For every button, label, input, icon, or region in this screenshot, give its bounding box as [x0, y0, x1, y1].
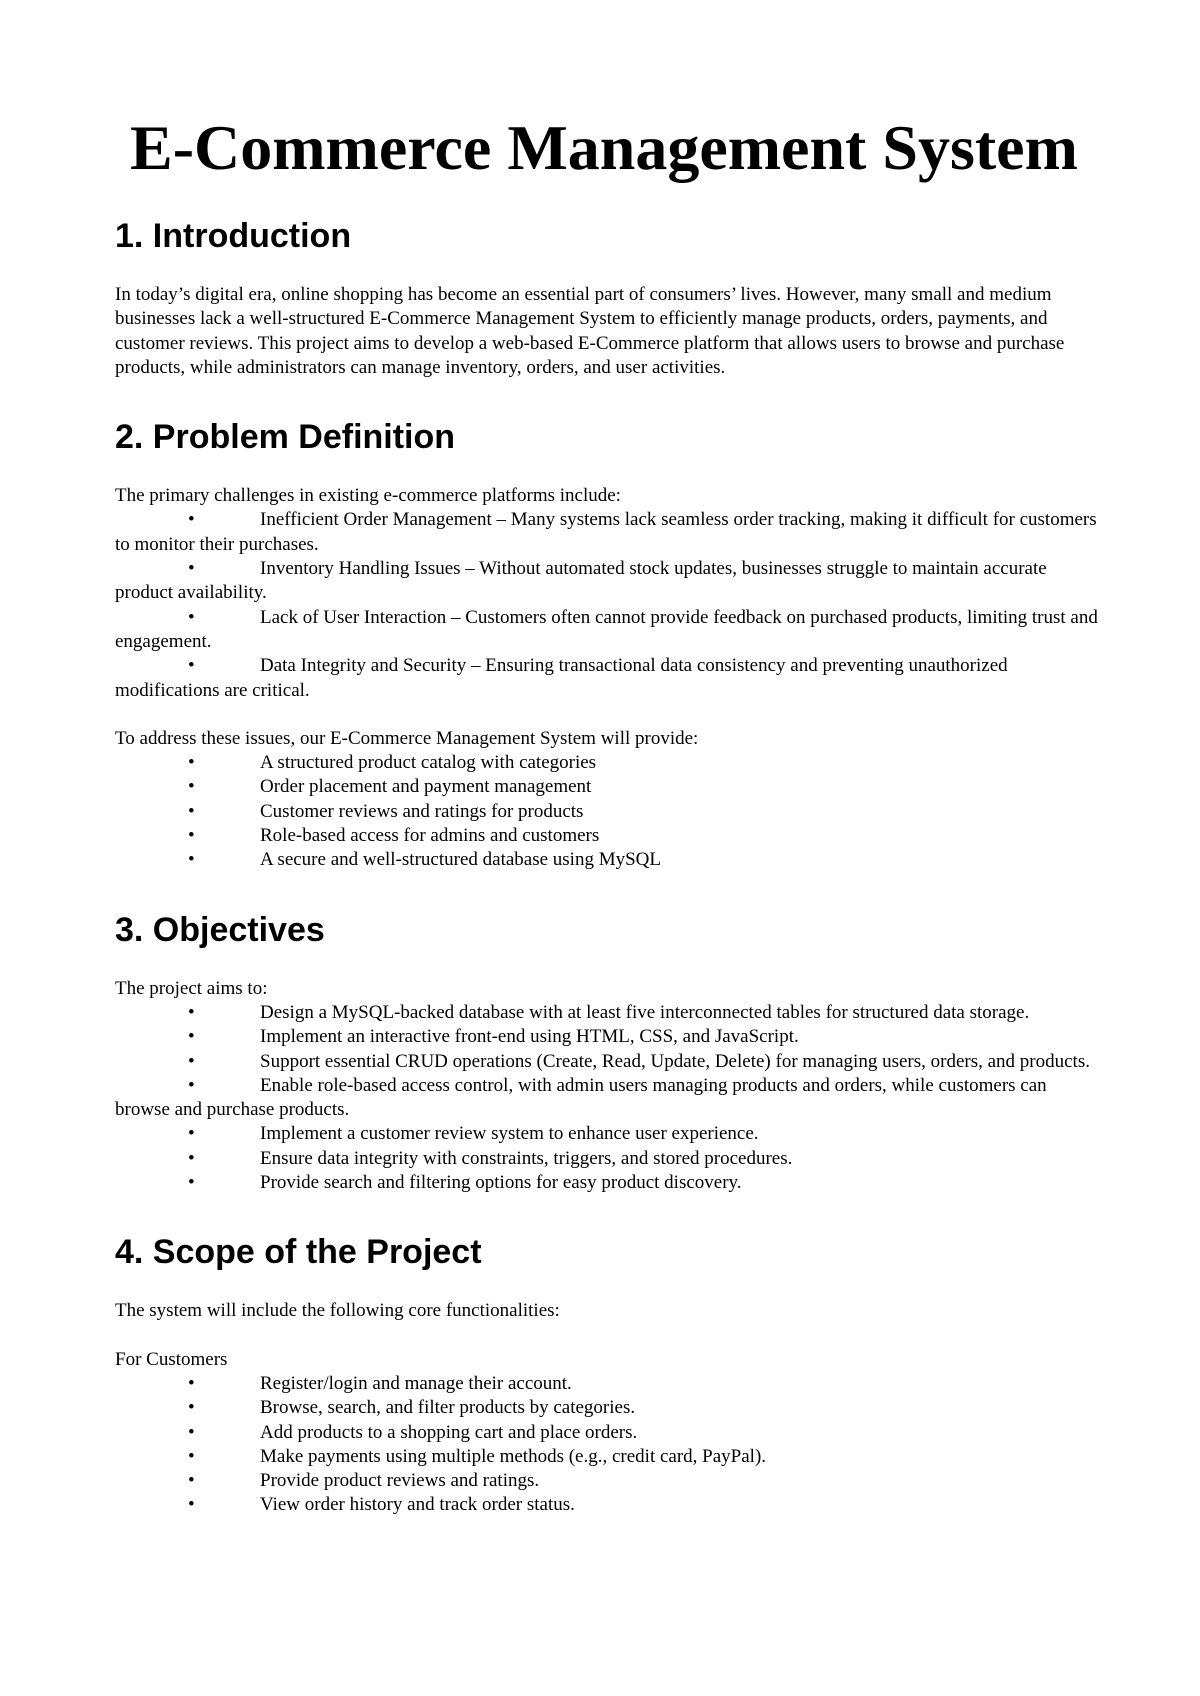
section-heading-objectives: 3. Objectives — [115, 910, 325, 949]
bullet-icon: • — [188, 849, 195, 871]
bullet-icon: • — [188, 1026, 195, 1048]
list-item-text: Order placement and payment management — [260, 776, 592, 798]
list-item — [115, 1171, 1105, 1195]
list-item-text: Add products to a shopping cart and place orders. — [260, 1421, 638, 1443]
list-item-text: Enable role-based access control, with admin users managing products and orders, while customers can browse and purchase products. — [115, 1074, 1047, 1121]
bullet-icon: • — [188, 1494, 195, 1516]
list-item-text: Provide search and filtering options for easy product discovery. — [260, 1172, 742, 1194]
bullet-icon: • — [188, 825, 195, 847]
document-page — [115, 108, 1105, 1518]
list-item-text: A secure and well-structured database using MySQL — [260, 849, 662, 871]
list-item — [115, 1122, 1105, 1146]
list-item-text: Register/login and manage their account. — [260, 1372, 572, 1394]
list-item-text: Ensure data integrity with constraints, triggers, and stored procedures. — [260, 1147, 793, 1169]
challenges-list — [115, 508, 1105, 702]
list-item — [115, 824, 1105, 848]
bullet-icon: • — [188, 800, 195, 822]
list-item-text: A structured product catalog with categories — [260, 752, 597, 774]
list-item-text: Provide product reviews and ratings. — [260, 1470, 540, 1492]
list-item-text: Make payments using multiple methods (e.g., credit card, PayPal). — [260, 1445, 767, 1467]
list-item-text: Inefficient Order Management – Many systems lack seamless order tracking, making it difficult for customers to monitor their purchases. — [115, 509, 1097, 555]
list-item — [115, 1025, 1105, 1049]
problem-intro-paragraph: The primary challenges in existing e-commerce platforms include: — [115, 485, 621, 507]
section-heading-introduction: 1. Introduction — [115, 217, 352, 255]
introduction-paragraph: In today’s digital era, online shopping has become an essential part of consumers’ lives. However, many small and medium businesses lack a well-structured E-Commerce Management System to efficiently manage products, orders, payments, and customer reviews. This project aims to develop a web-based E-Commerce platform that allows users to browse and purchase products, while administrators can manage inventory, orders, and user activities. — [115, 284, 1065, 378]
list-item — [115, 848, 1105, 872]
objectives-intro-paragraph: The project aims to: — [115, 977, 268, 999]
scope-intro-paragraph: The system will include the following core functionalities: — [115, 1300, 560, 1322]
bullet-icon: • — [188, 776, 195, 798]
list-item — [115, 1001, 1105, 1025]
section-heading-problem-definition: 2. Problem Definition — [115, 418, 456, 457]
list-item-text: Inventory Handling Issues – Without automated stock updates, businesses struggle to maintain accurate product availability. — [115, 558, 1047, 604]
bullet-icon: • — [188, 1147, 195, 1169]
list-item — [115, 1050, 1105, 1074]
customer-features-list — [115, 1372, 1105, 1518]
list-item-text: Implement a customer review system to enhance user experience. — [260, 1123, 759, 1145]
customers-label: For Customers — [115, 1348, 228, 1370]
list-item — [115, 1147, 1105, 1171]
bullet-icon: • — [188, 509, 195, 531]
section-heading-scope: 4. Scope of the Project — [115, 1233, 482, 1272]
bullet-icon: • — [188, 1397, 195, 1419]
list-item-text: Lack of User Interaction – Customers often cannot provide feedback on purchased products, limiting trust and engagement. — [115, 606, 1098, 652]
bullet-icon: • — [188, 1421, 195, 1443]
list-item — [115, 775, 1105, 799]
bullet-icon: • — [188, 1470, 195, 1492]
list-item — [115, 1421, 1105, 1445]
list-item — [115, 751, 1105, 775]
bullet-icon: • — [188, 1050, 195, 1072]
bullet-icon: • — [188, 1001, 195, 1023]
bullet-icon: • — [188, 1445, 195, 1467]
list-item — [115, 508, 1105, 557]
list-item — [115, 557, 1105, 606]
bullet-icon: • — [188, 558, 195, 580]
bullet-icon: • — [188, 606, 195, 628]
list-item-text: Design a MySQL-backed database with at least five interconnected tables for structured data storage. — [260, 1001, 1030, 1023]
solutions-list — [115, 751, 1105, 872]
list-item-text: Implement an interactive front-end using HTML, CSS, and JavaScript. — [260, 1026, 799, 1048]
document-title: E-Commerce Management System — [130, 112, 1078, 183]
bullet-icon: • — [188, 1372, 195, 1394]
list-item-text: Data Integrity and Security – Ensuring transactional data consistency and preventing unauthorized modifications are critical. — [115, 655, 1008, 701]
bullet-icon: • — [188, 752, 195, 774]
bullet-icon: • — [188, 1074, 195, 1096]
list-item-text: View order history and track order status. — [260, 1494, 575, 1516]
list-item-text: Role-based access for admins and customers — [260, 825, 600, 847]
bullet-icon: • — [188, 1123, 195, 1145]
list-item — [115, 1396, 1105, 1420]
list-item — [115, 606, 1105, 655]
list-item — [115, 1074, 1105, 1123]
list-item — [115, 1445, 1105, 1469]
list-item — [115, 1372, 1105, 1396]
list-item — [115, 800, 1105, 824]
list-item-text: Customer reviews and ratings for products — [260, 800, 584, 822]
solution-intro-paragraph: To address these issues, our E-Commerce Management System will provide: — [115, 727, 699, 749]
list-item — [115, 1493, 1105, 1517]
objectives-list — [115, 1001, 1105, 1195]
list-item-text: Browse, search, and filter products by categories. — [260, 1397, 636, 1419]
list-item-text: Support essential CRUD operations (Create, Read, Update, Delete) for managing users, orders, and products. — [260, 1050, 1090, 1072]
list-item — [115, 654, 1105, 703]
list-item — [115, 1469, 1105, 1493]
bullet-icon: • — [188, 1172, 195, 1194]
bullet-icon: • — [188, 655, 195, 677]
